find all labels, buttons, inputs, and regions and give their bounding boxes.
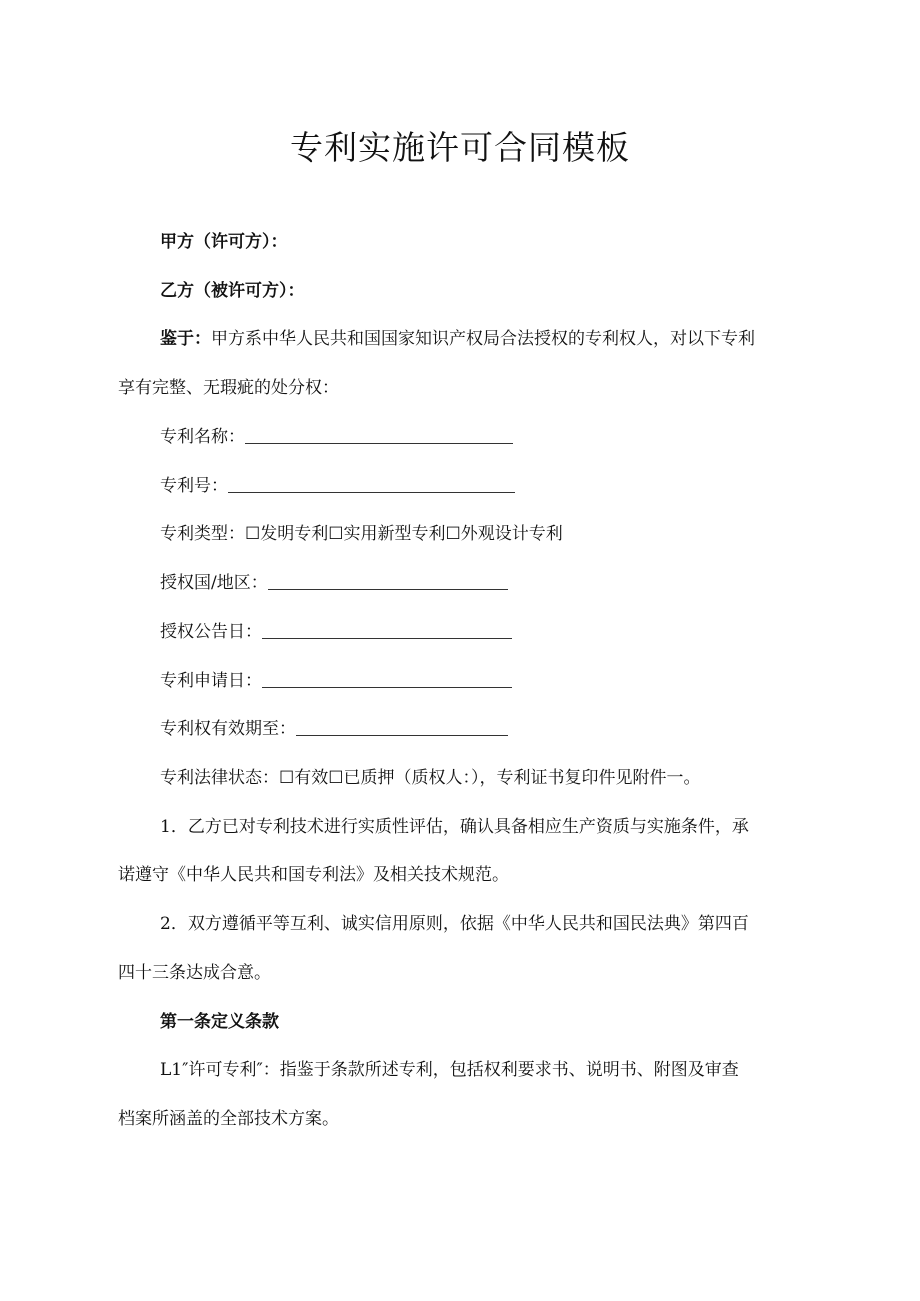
item1-line2: 诺遵守《中华人民共和国专利法》及相关技术规范。 [118, 865, 509, 885]
clause-1-1-line1: L1″许可专利″：指鉴于条款所述专利，包括权利要求书、说明书、附图及审查 [160, 1060, 739, 1080]
apply-date-label: 专利申请日： [160, 671, 262, 691]
document-title: 专利实施许可合同模板 [290, 128, 630, 167]
patent-type-row: 专利类型：☐发明专利☐实用新型专利☐外观设计专利 [160, 524, 563, 544]
party-b-label: 乙方（被许可方）： [160, 281, 305, 301]
grant-date-label: 授权公告日： [160, 622, 262, 642]
valid-until-row [160, 716, 508, 742]
item2-line1: 2．双方遵循平等互利、诚实信用原则，依据《中华人民共和国民法典》第四百 [160, 914, 749, 934]
apply-date-row [160, 668, 512, 694]
grant-country-row [160, 570, 508, 596]
valid-until-blank[interactable] [296, 717, 508, 736]
whereas-paragraph-line1 [160, 326, 755, 352]
article1-heading: 第一条定义条款 [160, 1012, 279, 1032]
patent-name-label: 专利名称： [160, 427, 245, 447]
apply-date-blank[interactable] [262, 669, 512, 688]
patent-no-blank[interactable] [228, 474, 515, 493]
valid-until-label: 专利权有效期至： [160, 719, 296, 739]
patent-name-row [160, 424, 513, 450]
grant-date-blank[interactable] [262, 620, 512, 639]
patent-name-blank[interactable] [245, 425, 513, 444]
grant-country-blank[interactable] [268, 571, 508, 590]
patent-no-label: 专利号： [160, 476, 228, 496]
grant-date-row [160, 619, 512, 645]
item1-line1: 1．乙方已对专利技术进行实质性评估，确认具备相应生产资质与实施条件，承 [160, 817, 749, 837]
whereas-label: 鉴于： [160, 329, 211, 349]
item2-line2: 四十三条达成合意。 [118, 963, 271, 983]
party-a-label: 甲方（许可方）： [160, 232, 288, 252]
grant-country-label: 授权国/地区： [160, 573, 268, 593]
whereas-text-line1: 甲方系中华人民共和国国家知识产权局合法授权的专利权人，对以下专利 [211, 329, 755, 349]
patent-no-row [160, 473, 515, 499]
whereas-text-line2: 享有完整、无瑕疵的处分权： [118, 378, 339, 398]
clause-1-1-line2: 档案所涵盖的全部技术方案。 [118, 1109, 339, 1129]
legal-status-row: 专利法律状态：☐有效☐已质押（质权人：），专利证书复印件见附件一。 [160, 768, 701, 788]
